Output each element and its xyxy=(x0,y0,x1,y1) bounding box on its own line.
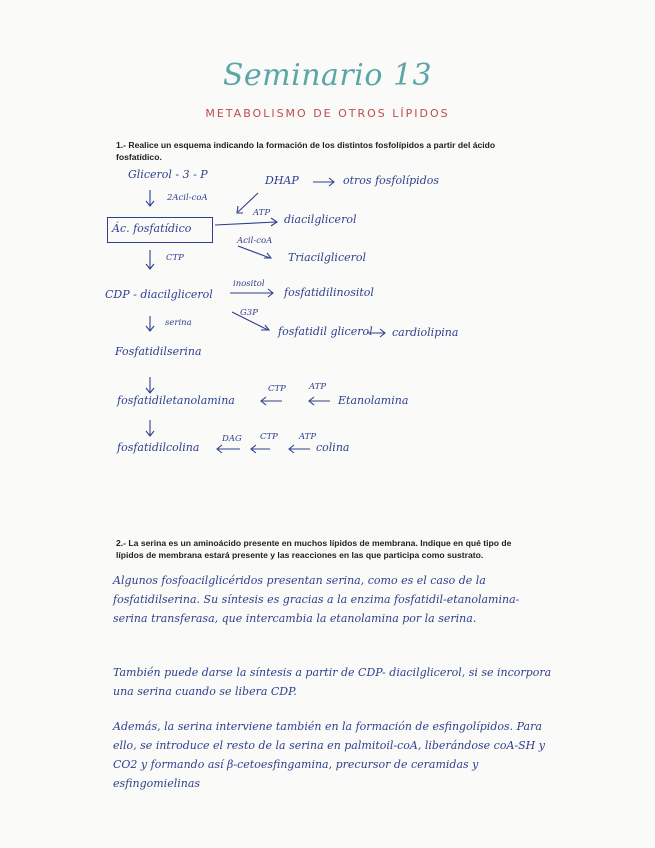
answer-2-paragraph-1: Algunos fosfoacilglicéridos presentan serina, como es el caso de la fosfatidilserina. Su síntesis es gracias a la enzima fosfatidil-etanolamina-serina transferasa, que intercambia la etanolamina por la serina. xyxy=(113,574,520,625)
answer-2-paragraph-2: También puede darse la síntesis a partir de CDP- diacilglicerol, si se incorpora una serina cuando se libera CDP. xyxy=(113,666,552,698)
question-2 xyxy=(116,537,536,561)
label-ctp-1: CTP xyxy=(166,253,184,263)
node-triacilglicerol: Triacilglicerol xyxy=(288,251,367,264)
label-serina: serina xyxy=(165,318,192,328)
node-fosfatidilserina: Fosfatidilserina xyxy=(115,345,202,358)
question-2-number: 2.- xyxy=(116,538,127,548)
label-atp-2: ATP xyxy=(309,382,327,392)
label-2acil-coa: 2Acil-coA xyxy=(167,193,208,203)
arrow-triacilglicerol xyxy=(238,246,270,258)
node-colina: colina xyxy=(316,441,350,454)
node-diacilglicerol: diacilglicerol xyxy=(284,213,357,226)
node-fosfatidiletanolamina: fosfatidiletanolamina xyxy=(117,394,235,407)
label-ctp-3: CTP xyxy=(260,432,278,442)
arrow-diacilglicerol xyxy=(215,222,276,225)
label-dag: DAG xyxy=(222,434,242,444)
question-2-text: La serina es un aminoácido presente en muchos lípidos de membrana. Indique en qué tipo de lípidos de membrana estará presente y las reacciones en las que participa como sustrato. xyxy=(116,538,512,560)
answer-2-paragraph-3: Además, la serina interviene también en la formación de esfingolípidos. Para ello, se introduce el resto de la serina en palmitoil-coA, liberándose coA-SH y CO2 y formando así β-cetoesfingamina, precursor de ceramidas y esfingomielinas xyxy=(113,720,545,790)
node-otros-fosfolipidos: otros fosfolípidos xyxy=(343,174,440,187)
label-acil-coa: Acil-coA xyxy=(237,236,273,246)
node-acido-fosfatidico: Ác. fosfatídico xyxy=(112,222,192,235)
question-1-number: 1.- xyxy=(116,140,127,150)
node-fosfatidilcolina: fosfatidilcolina xyxy=(117,441,200,454)
page-title: Seminario 13 xyxy=(222,58,433,93)
label-inositol: inositol xyxy=(233,279,265,289)
label-ctp-2: CTP xyxy=(268,384,286,394)
node-fosfatidilinositol: fosfatidilinositol xyxy=(284,286,374,299)
label-atp-3: ATP xyxy=(299,432,317,442)
node-fosfatidilglicerol: fosfatidil glicerol xyxy=(278,325,373,338)
question-1-text: Realice un esquema indicando la formación de los distintos fosfolípidos a partir del ácido fosfatídico. xyxy=(116,140,496,162)
node-dhap: DHAP xyxy=(265,174,299,187)
node-etanolamina: Etanolamina xyxy=(338,394,409,407)
node-cdp-diacilglicerol: CDP - diacilglicerol xyxy=(105,288,213,301)
page-subtitle: METABOLISMO DE OTROS LÍPIDOS xyxy=(205,107,450,120)
node-glicerol-3p: Glicerol - 3 - P xyxy=(128,168,208,181)
node-cardiolipina: cardiolipina xyxy=(392,326,459,339)
label-atp-1: ATP xyxy=(253,208,271,218)
label-g3p: G3P xyxy=(240,308,258,318)
